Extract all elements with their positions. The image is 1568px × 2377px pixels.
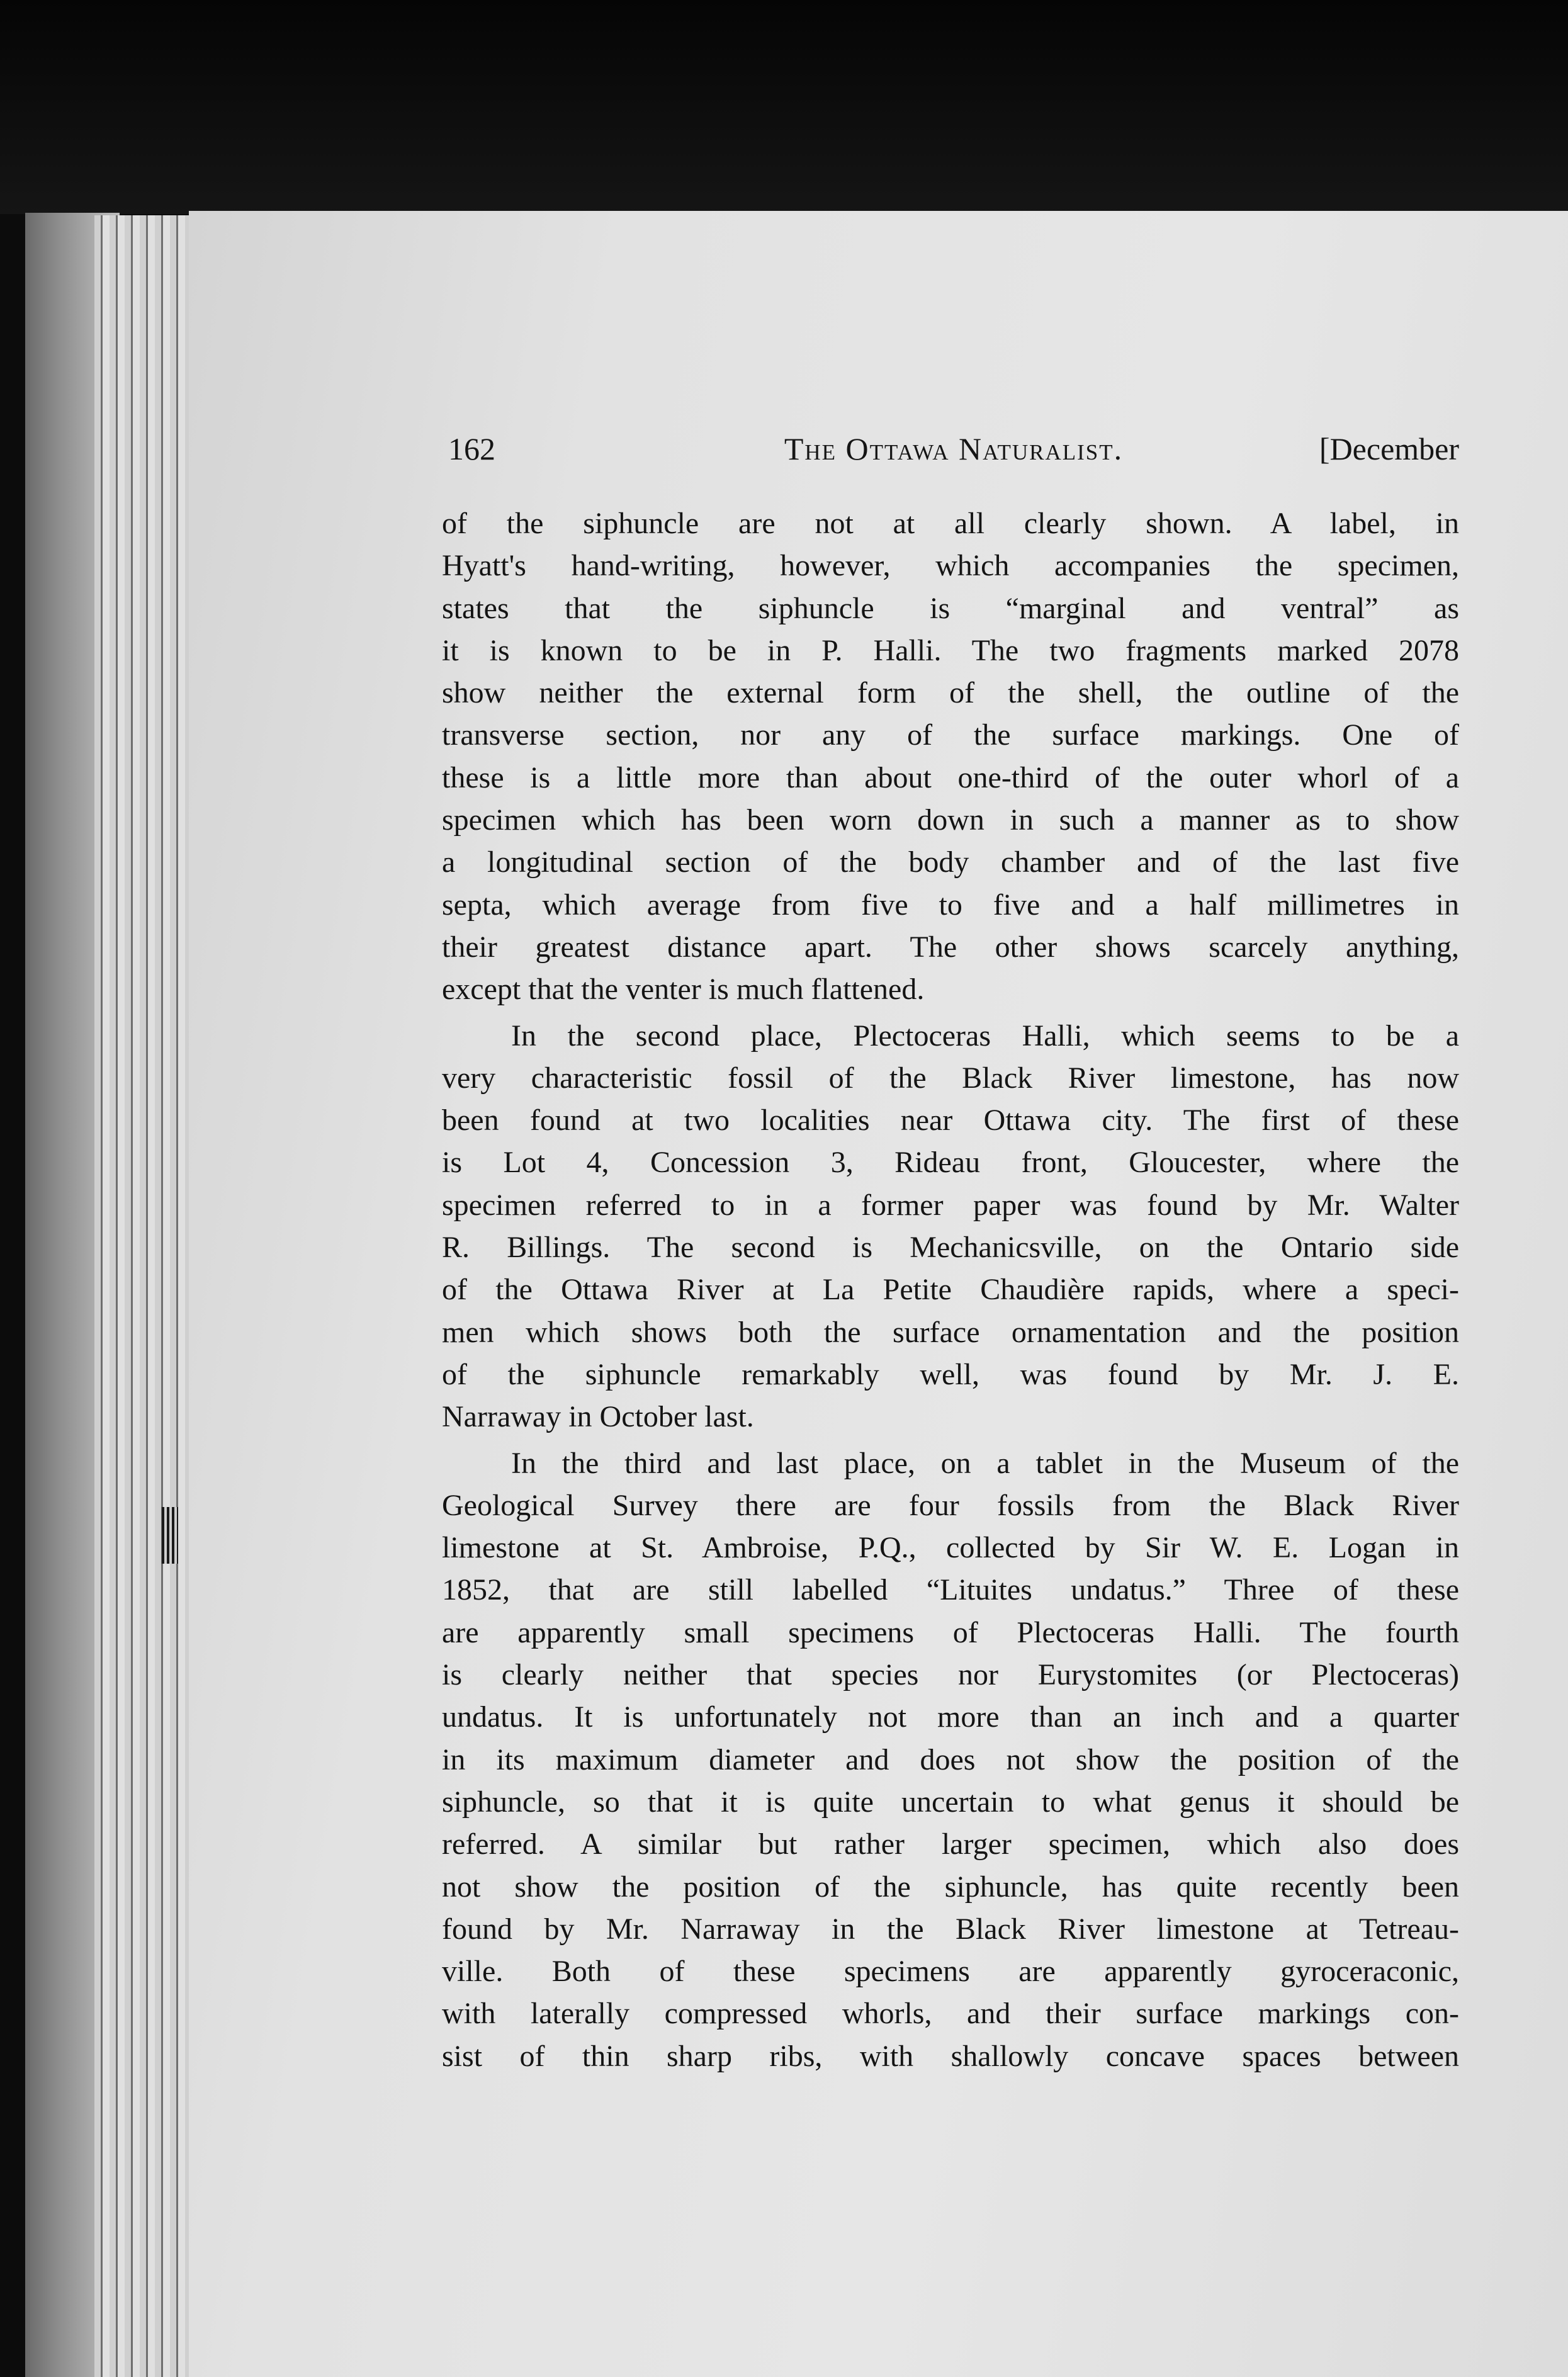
text-line: these is a little more than about one-third of the outer whorl of a xyxy=(442,760,1459,794)
text-line: their greatest distance apart. The other shows scarcely anything, xyxy=(442,930,1459,964)
text-line: men which shows both the surface ornamentation and the position xyxy=(442,1315,1459,1349)
text-line: septa, which average from five to five and a half millimetres in xyxy=(442,888,1459,922)
text-line: specimen which has been worn down in such a manner as to show xyxy=(442,803,1459,837)
running-head xyxy=(448,431,1459,475)
page-edges xyxy=(94,215,195,2377)
text-line: in its maximum diameter and does not show the position of the xyxy=(442,1742,1459,1776)
text-line: with laterally compressed whorls, and their surface markings con- xyxy=(442,1997,1459,2031)
text-line: ville. Both of these specimens are apparently gyroceraconic, xyxy=(442,1955,1459,1989)
issue-month: [December xyxy=(1319,431,1459,466)
text-line: show neither the external form of the shell, the outline of the xyxy=(442,676,1459,710)
text-line: are apparently small specimens of Plectoceras Halli. The fourth xyxy=(442,1615,1459,1649)
text-line: Geological Survey there are four fossils from the Black River xyxy=(442,1488,1459,1522)
text-line: not show the position of the siphuncle, has quite recently been xyxy=(442,1870,1459,1904)
scan-background-top xyxy=(0,0,1568,214)
text-line: of the siphuncle are not at all clearly shown. A label, in xyxy=(442,507,1459,540)
text-line: very characteristic fossil of the Black River limestone, has now xyxy=(442,1061,1459,1095)
text-line: Narraway in October last. xyxy=(442,1400,754,1434)
text-line: of the siphuncle remarkably well, was found by Mr. J. E. xyxy=(442,1357,1459,1391)
text-line: 1852, that are still labelled “Lituites undatus.” Three of these xyxy=(442,1573,1459,1607)
text-line: transverse section, nor any of the surface markings. One of xyxy=(442,718,1459,752)
text-line: In the second place, Plectoceras Halli, which seems to be a xyxy=(511,1019,1459,1053)
page-number: 162 xyxy=(448,431,495,466)
body-text xyxy=(442,502,1459,2077)
text-line: is clearly neither that species nor Eurystomites (or Plectoceras) xyxy=(442,1658,1459,1692)
text-line: a longitudinal section of the body chamber and of the last five xyxy=(442,845,1459,879)
text-line: referred. A similar but rather larger specimen, which also does xyxy=(442,1827,1459,1861)
text-line: is Lot 4, Concession 3, Rideau front, Gloucester, where the xyxy=(442,1146,1459,1180)
text-line: siphuncle, so that it is quite uncertain to what genus it should be xyxy=(442,1785,1459,1819)
text-line: sist of thin sharp ribs, with shallowly concave spaces between xyxy=(442,2039,1459,2073)
text-line: found by Mr. Narraway in the Black River limestone at Tetreau- xyxy=(442,1912,1459,1946)
text-line: except that the venter is much flattened. xyxy=(442,973,925,1007)
text-line: states that the siphuncle is “marginal and ventral” as xyxy=(442,591,1459,625)
text-line: of the Ottawa River at La Petite Chaudière rapids, where a speci- xyxy=(442,1273,1459,1307)
page-edge-mark xyxy=(162,1507,178,1564)
text-line: limestone at St. Ambroise, P.Q., collected by Sir W. E. Logan in xyxy=(442,1531,1459,1565)
text-line: specimen referred to in a former paper was found by Mr. Walter xyxy=(442,1188,1459,1222)
text-line: In the third and last place, on a tablet in the Museum of the xyxy=(511,1446,1459,1480)
text-line: Hyatt's hand-writing, however, which accompanies the specimen, xyxy=(442,549,1459,583)
journal-title: The Ottawa Naturalist. xyxy=(784,431,1124,466)
text-line: it is known to be in P. Halli. The two fragments marked 2078 xyxy=(442,633,1459,667)
text-line: R. Billings. The second is Mechanicsville, on the Ontario side xyxy=(442,1231,1459,1265)
text-line: undatus. It is unfortunately not more than an inch and a quarter xyxy=(442,1700,1459,1734)
text-line: been found at two localities near Ottawa city. The first of these xyxy=(442,1104,1459,1138)
